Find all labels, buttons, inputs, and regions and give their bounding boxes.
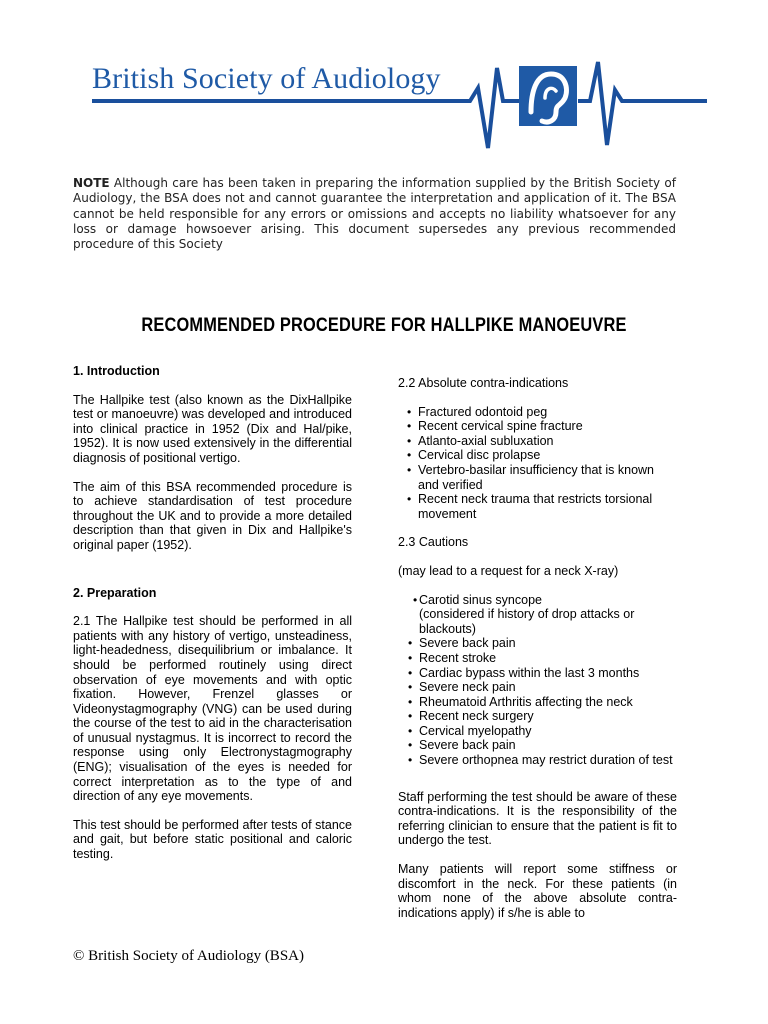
introduction-paragraph-2: The aim of this BSA recommended procedure is to achieve standardisation of test procedure throughout the UK and to provide a more detailed description than that given in Dix and Hallpike's original paper (1952). [73,479,352,552]
list-item: • Rheumatoid Arthritis affecting the neck [408,695,677,710]
list-item: • Recent stroke [408,651,677,666]
right-column [398,376,677,920]
list-item: • Cardiac bypass within the last 3 months [408,666,677,681]
cautions-heading: 2.3 Cautions [398,535,469,550]
list-item: • Recent neck trauma that restricts torsional movement [407,492,677,521]
list-item: • Cervical myelopathy [408,724,677,739]
list-item: • Atlanto-axial subluxation [407,434,677,449]
list-item: • Severe orthopnea may restrict duration of test [408,753,677,768]
introduction-paragraph-1: The Hallpike test (also known as the DixHallpike test or manoeuvre) was developed and introduced into clinical practice in 1952 (Dix and Hal/pike, 1952). It is now used extensively in the differential diagnosis of positional vertigo. [73,392,352,465]
staff-paragraph: Staff performing the test should be aware of these contra-indications. It is the responsibility of the referring clinician to ensure that the patient is fit to undergo the test. [398,789,677,848]
left-column [73,364,352,862]
introduction-heading: 1. Introduction [73,364,160,378]
absolute-contraindications-heading: 2.2 Absolute contra-indications [398,376,569,390]
list-item: • Vertebro-basilar insufficiency that is known and verified [407,463,677,492]
list-item: • Severe back pain [408,636,677,651]
preparation-paragraph-2: This test should be performed after tests of stance and gait, but before static positional and caloric testing. [73,817,352,862]
ear-icon [519,66,577,126]
copyright-footer: © British Society of Audiology (BSA) [73,948,304,964]
cautions-list [408,593,677,768]
list-item: • Recent neck surgery [408,709,677,724]
list-item: • Recent cervical spine fracture [407,419,677,434]
preparation-heading: 2. Preparation [73,585,157,600]
many-patients-paragraph: Many patients will report some stiffness or discomfort in the neck. For these patients (in whom none of the above absolute contra-indications apply) if s/he is able to [398,862,677,920]
list-item: • Severe back pain [408,738,677,753]
cautions-intro: (may lead to a request for a neck X-ray) [398,563,619,578]
absolute-contraindications-list [407,405,677,522]
document-title: RECOMMENDED PROCEDURE FOR HALLPIKE MANOEUVRE [141,314,627,336]
caution-first-label: Carotid sinus syncope [419,592,542,607]
list-item: • Cervical disc prolapse [407,448,677,463]
note-label: NOTE [73,176,110,190]
caution-first-note: (considered if history of drop attacks or blackouts) [419,607,635,636]
list-item: • Severe neck pain [408,680,677,695]
list-item: • Fractured odontoid peg [407,405,677,420]
disclaimer-note [73,176,676,252]
society-name: British Society of Audiology [92,62,441,95]
note-text: Although care has been taken in preparing the information supplied by the British Society of Audiology, the BSA does not and cannot guarantee the interpretation and application of it. The BSA cannot be held responsible for any errors or omissions and accepts no liability whatsoever for any loss or damage howsoever arising. This document supersedes any previous recommended procedure of this Society [73,176,676,252]
preparation-paragraph-1: 2.1 The Hallpike test should be performed in all patients with any history of vertigo, unsteadiness, light-headedness, disequilibrium or imbalance. It should be performed routinely using direct observation of eye movements and with optic fixation. However, Frenzel glasses or Videonystagmography (VNG) can be used during the course of the test to aid in the characterisation of unusual nystagmus. It is incorrect to record the response using only Electronystagmography (ENG); visualisation of the eyes is needed for correct interpretation as to the type of and direction of any eye movements. [73,614,352,804]
list-item [413,593,677,637]
